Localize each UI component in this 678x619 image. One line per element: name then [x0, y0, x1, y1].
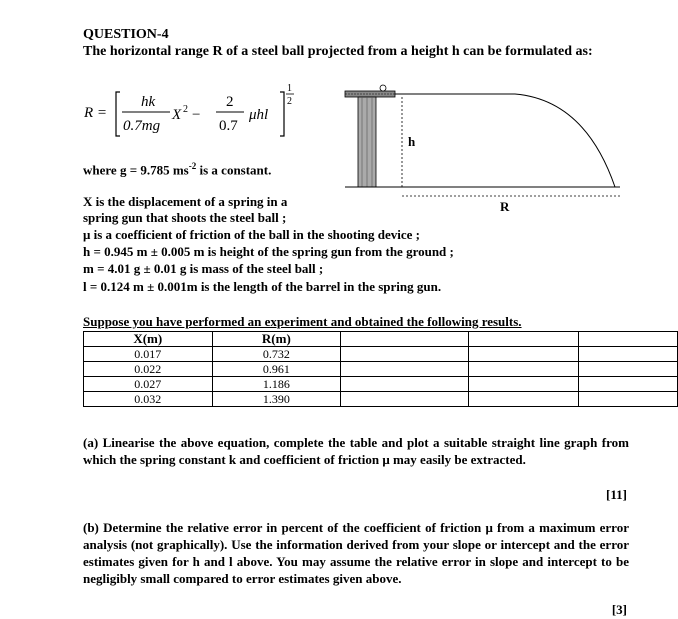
- formula-x-term: X: [172, 107, 182, 123]
- part-b-text: (b) Determine the relative error in percent of the coefficient of friction μ from a maximum error analysis (not graphically). Use the information derived from your slope or intercept and the error estimates given for h and l above. You may assume the relative error in slope and intercept to be negligibly small compared to error estimates given above.: [83, 520, 629, 586]
- results-table: [83, 331, 678, 407]
- cell-r: 0.732: [212, 347, 341, 362]
- range-formula: [84, 84, 304, 144]
- cell-r: 1.186: [212, 377, 341, 392]
- table-row: [84, 362, 678, 377]
- formula-frac2-num: 2: [226, 94, 234, 110]
- cell-x: 0.017: [84, 347, 213, 362]
- part-a-marks: [11]: [606, 487, 627, 502]
- formula-minus: −: [192, 107, 201, 123]
- formula-left-bracket: [116, 92, 120, 136]
- table-caption: Suppose you have performed an experiment and obtained the following results.: [83, 314, 522, 329]
- header-r: R(m): [212, 332, 341, 347]
- header-empty-2: [469, 332, 579, 347]
- x-definition-line2: spring gun that shoots the steel ball ;: [83, 210, 287, 225]
- cell-empty: [579, 392, 678, 407]
- g-definition: where g = 9.785 $ms^{-2}$ is a constant.: [83, 161, 272, 178]
- cell-empty: [579, 377, 678, 392]
- part-b-marks: [3]: [611, 602, 627, 617]
- cell-x: 0.032: [84, 392, 213, 407]
- cell-empty: [469, 347, 579, 362]
- formula-frac1-den: 0.7mg: [123, 118, 161, 134]
- cell-empty: [469, 392, 579, 407]
- formula-outer-exp-den: 2: [287, 96, 292, 107]
- x-definition-line1: X is the displacement of a spring in a: [83, 194, 288, 209]
- header-empty-1: [341, 332, 469, 347]
- cell-empty: [579, 347, 678, 362]
- table-row: [84, 377, 678, 392]
- formula-lhs: R =: [84, 105, 108, 121]
- cell-r: 1.390: [212, 392, 341, 407]
- steel-ball-icon: [380, 85, 386, 91]
- header-x: X(m): [84, 332, 213, 347]
- header-empty-3: [579, 332, 678, 347]
- formula-frac1-num: hk: [141, 94, 156, 110]
- h-definition: h = 0.945 m ± 0.005 m is height of the spring gun from the ground ;: [83, 244, 454, 259]
- cell-empty: [341, 377, 469, 392]
- question-intro: The horizontal range R of a steel ball projected from a height h can be formulated as:: [83, 44, 593, 59]
- trajectory-curve: [395, 94, 615, 187]
- formula-frac2-den: 0.7: [219, 118, 238, 134]
- table-header-row: [84, 332, 678, 347]
- mu-definition: μ is a coefficient of friction of the ball in the shooting device ;: [83, 227, 421, 242]
- l-definition: l = 0.124 m ± 0.001m is the length of the barrel in the spring gun.: [83, 279, 442, 294]
- table-row: [84, 392, 678, 407]
- cell-empty: [469, 362, 579, 377]
- formula-x-exp: 2: [183, 104, 188, 115]
- part-a-text: (a) Linearise the above equation, complete the table and plot a suitable straight line graph from which the spring constant k and coefficient of friction μ may easily be extracted.: [83, 435, 629, 467]
- cell-x: 0.022: [84, 362, 213, 377]
- formula-right-bracket: [280, 92, 284, 136]
- table-row: [84, 347, 678, 362]
- height-label: h: [408, 134, 416, 149]
- cell-empty: [341, 347, 469, 362]
- cell-empty: [341, 362, 469, 377]
- m-definition: m = 4.01 g ± 0.01 g is mass of the steel ball ;: [83, 261, 324, 276]
- projectile-diagram: [340, 78, 640, 228]
- cell-empty: [341, 392, 469, 407]
- question-title: QUESTION-4: [83, 27, 169, 42]
- cell-x: 0.027: [84, 377, 213, 392]
- cell-empty: [579, 362, 678, 377]
- formula-outer-exp-num: 1: [287, 84, 292, 94]
- range-label: R: [500, 199, 510, 214]
- cell-empty: [469, 377, 579, 392]
- formula-mu-term: μhl: [249, 107, 269, 123]
- cell-r: 0.961: [212, 362, 341, 377]
